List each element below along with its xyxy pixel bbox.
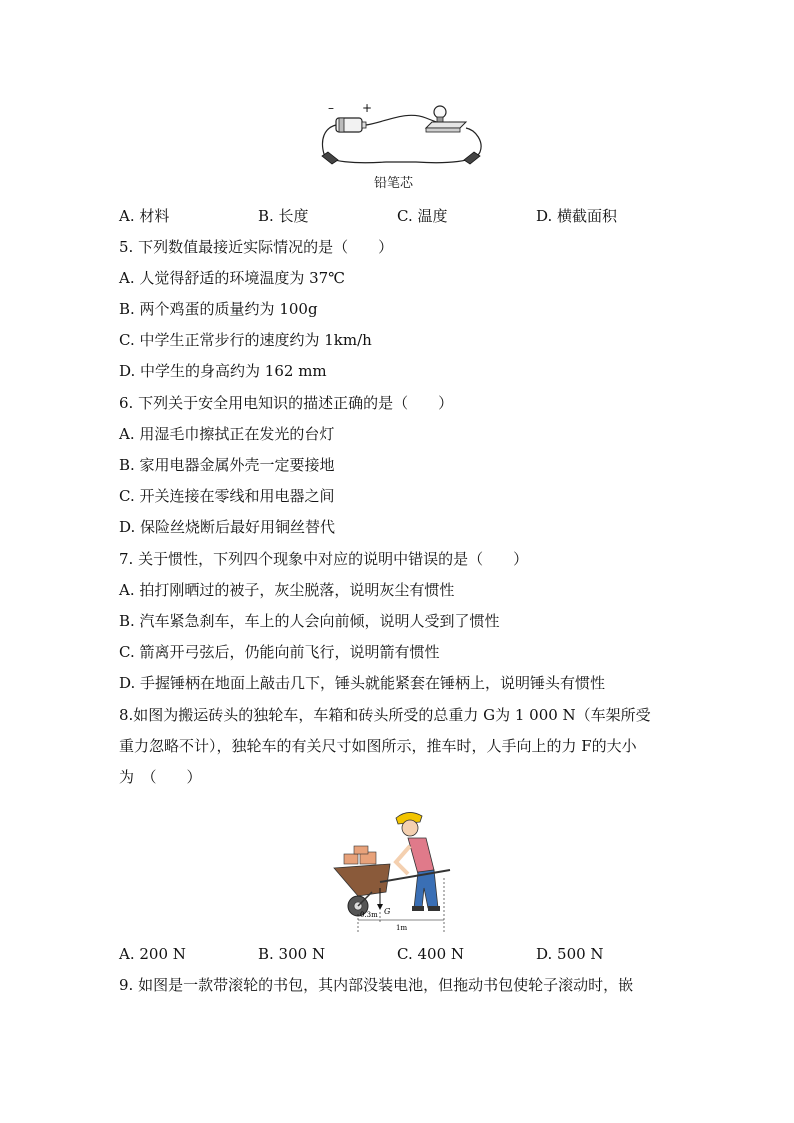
bulb-icon: [426, 106, 466, 132]
q7-stem: 7. 关于惯性，下列四个现象中对应的说明中错误的是（ ）: [119, 550, 529, 568]
plus-sign: +: [362, 101, 373, 115]
q5-option-a: A. 人觉得舒适的环境温度为 37℃: [119, 269, 346, 287]
q8-option-d: D. 500 N: [536, 945, 604, 963]
battery-icon: [336, 118, 366, 132]
q9-stem-line1: 9. 如图是一款带滚轮的书包，其内部没装电池，但拖动书包使轮子滚动时，嵌: [119, 976, 634, 994]
q6-option-a: A. 用湿毛巾擦拭正在发光的台灯: [119, 425, 335, 443]
q6-option-c: C. 开关连接在零线和用电器之间: [119, 487, 335, 505]
q4-option-b: B. 长度: [258, 207, 309, 225]
q7-option-b: B. 汽车紧急刹车，车上的人会向前倾，说明人受到了惯性: [119, 612, 500, 630]
q8-option-a: A. 200 N: [119, 945, 186, 963]
q8-stem-line1: 8.如图为搬运砖头的独轮车，车箱和砖头所受的总重力 G为 1 000 N（车架所受: [119, 706, 651, 724]
q8-stem-line3: 为 （ ）: [119, 768, 202, 786]
q8-option-b: B. 300 N: [258, 945, 326, 963]
q4-option-a: A. 材料: [119, 207, 170, 225]
q7-option-c: C. 箭离开弓弦后，仍能向前飞行，说明箭有惯性: [119, 643, 440, 661]
dim-label-short: 0.3m: [360, 911, 378, 919]
minus-sign: –: [328, 101, 334, 115]
q5-option-c: C. 中学生正常步行的速度约为 1km/h: [119, 331, 372, 349]
q8-option-c: C. 400 N: [397, 945, 465, 963]
q6-option-b: B. 家用电器金属外壳一定要接地: [119, 456, 335, 474]
q5-stem: 5. 下列数值最接近实际情况的是（ ）: [119, 238, 394, 256]
circuit-caption: 铅笔芯: [374, 176, 414, 191]
q6-option-d: D. 保险丝烧断后最好用铜丝替代: [119, 518, 336, 536]
q7-option-a: A. 拍打刚晒过的被子，灰尘脱落，说明灰尘有惯性: [119, 581, 455, 599]
worker-icon: [396, 812, 440, 911]
g-label: G: [384, 907, 391, 916]
q5-option-b: B. 两个鸡蛋的质量约为 100g: [119, 300, 318, 318]
q8-stem-line2: 重力忽略不计），独轮车的有关尺寸如图所示，推车时，人手向上的力 F的大小: [119, 737, 637, 755]
q5-option-d: D. 中学生的身高约为 162 mm: [119, 362, 327, 380]
dim-label-long: 1m: [396, 924, 408, 932]
wheelbarrow-figure: [330, 808, 460, 936]
q7-option-d: D. 手握锤柄在地面上敲击几下，锤头就能紧套在锤柄上，说明锤头有惯性: [119, 674, 606, 692]
q6-stem: 6. 下列关于安全用电知识的描述正确的是（ ）: [119, 394, 454, 412]
circuit-figure: [316, 98, 488, 178]
q4-option-c: C. 温度: [397, 207, 448, 225]
q4-option-d: D. 横截面积: [536, 207, 618, 225]
